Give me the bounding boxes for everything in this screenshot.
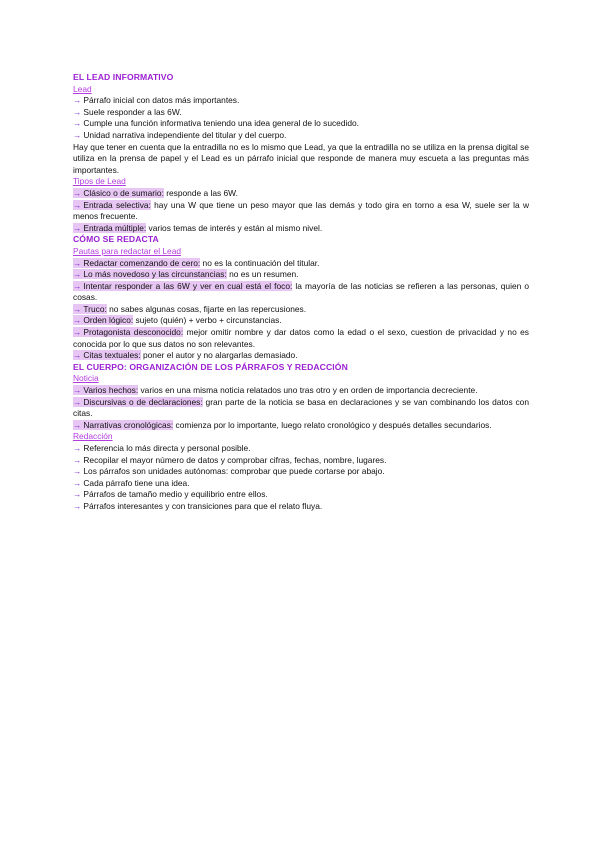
arrow-icon: →: [73, 327, 82, 338]
arrow-icon: →: [73, 443, 82, 453]
subheading-noticia: Noticia: [73, 373, 99, 384]
subheading-tipos-de-lead: Tipos de Lead: [73, 176, 126, 187]
list-item: → Entrada selectiva: hay una W que tiene un peso mayor que las demás y todo gira en torno a esa W, suele ser la w menos frecuente.: [73, 199, 529, 222]
highlighted-term: → Entrada selectiva:: [73, 199, 151, 210]
arrow-icon: →: [73, 466, 82, 477]
list-item: → Suele responder a las 6W.: [73, 106, 182, 117]
highlighted-term: → Protagonista desconocido:: [73, 327, 184, 338]
list-item: → Lo más novedoso y las circunstancias: no es un resumen.: [73, 269, 299, 280]
paragraph-entradilla: Hay que tener en cuenta que la entradilla no es lo mismo que Lead, ya que la entradilla no se utiliza en la prensa digital se utiliza en la prensa de papel y el Lead es un párrafo inicial que responde de manera muy escueta a las preguntas más importantes.: [73, 141, 529, 175]
highlighted-term: → Lo más novedoso y las circunstancias:: [73, 269, 227, 280]
arrow-icon: →: [73, 269, 82, 280]
list-item: → Cada párrafo tiene una idea.: [73, 477, 190, 488]
section-title-como-se-redacta: CÓMO SE REDACTA: [73, 234, 159, 245]
arrow-icon: →: [73, 350, 82, 361]
arrow-icon: →: [73, 303, 82, 314]
document-page: [73, 72, 529, 513]
list-item: → Varios hechos: varios en una misma noticia relatados uno tras otro y en orden de importancia decreciente.: [73, 385, 478, 396]
arrow-icon: →: [73, 477, 82, 488]
highlighted-term: → Orden lógico:: [73, 315, 134, 326]
arrow-icon: →: [73, 500, 82, 511]
noticia-list: [73, 385, 529, 431]
list-item: → Párrafos interesantes y con transiciones para que el relato fluya.: [73, 500, 323, 511]
list-item: → Referencia lo más directa y personal posible.: [73, 443, 251, 453]
arrow-icon: →: [73, 106, 82, 117]
arrow-icon: →: [73, 118, 82, 129]
list-item: → Párrafos de tamaño medio y equilibrio entre ellos.: [73, 489, 268, 500]
arrow-icon: →: [73, 257, 82, 268]
lead-types-list: [73, 188, 529, 234]
list-item: → Protagonista desconocido: mejor omitir nombre y dar datos como la edad o el sexo, cuestion de privacidad y no es conocida por lo que sus datos no son relevantes.: [73, 327, 529, 349]
arrow-icon: →: [73, 222, 82, 233]
arrow-icon: →: [73, 396, 82, 407]
list-item: → Recopilar el mayor número de datos y comprobar cifras, fechas, nombre, lugares.: [73, 454, 387, 465]
list-item: → Intentar responder a las 6W y ver en cual está el foco: la mayoría de las noticias se refieren a las personas, quien o cosas.: [73, 280, 529, 303]
arrow-icon: →: [73, 129, 82, 140]
highlighted-term: → Intentar responder a las 6W y ver en cual está el foco:: [73, 280, 293, 291]
list-item: → Clásico o de sumario: responde a las 6W.: [73, 187, 238, 198]
list-item: → Párrafo inicial con datos más importantes.: [73, 95, 240, 106]
arrow-icon: →: [73, 454, 82, 465]
list-item: → Truco: no sabes algunas cosas, fijarte en las repercusiones.: [73, 303, 307, 314]
section-title-lead-informativo: EL LEAD INFORMATIVO: [73, 72, 174, 82]
highlighted-term: → Truco:: [73, 303, 107, 314]
subheading-pautas: Pautas para redactar el Lead: [73, 245, 182, 256]
list-item: → Los párrafos son unidades autónomas: comprobar que puede cortarse por abajo.: [73, 466, 385, 477]
list-item: → Unidad narrativa independiente del titular y del cuerpo.: [73, 129, 287, 140]
highlighted-term: → Citas textuales:: [73, 350, 141, 361]
list-item: → Redactar comenzando de cero: no es la continuación del titular.: [73, 257, 320, 268]
subheading-lead: Lead: [73, 83, 92, 94]
subheading-redaccion: Redacción: [73, 431, 113, 442]
list-item: → Discursivas o de declaraciones: gran parte de la noticia se basa en declaraciones y se van combinando los datos con citas.: [73, 396, 529, 419]
highlighted-term: → Entrada múltiple:: [73, 222, 147, 233]
arrow-icon: →: [73, 199, 82, 210]
highlighted-term: → Narrativas cronológicas:: [73, 419, 174, 430]
arrow-icon: →: [73, 315, 82, 326]
arrow-icon: →: [73, 95, 82, 106]
arrow-icon: →: [73, 419, 82, 430]
highlighted-term: → Varios hechos:: [73, 385, 139, 396]
highlighted-term: → Clásico o de sumario:: [73, 187, 164, 198]
highlighted-term: → Redactar comenzando de cero:: [73, 257, 201, 268]
list-item: → Entrada múltiple: varios temas de interés y están al mismo nivel.: [73, 222, 323, 233]
list-item: → Narrativas cronológicas: comienza por lo importante, luego relato cronológico y después detalles secundarios.: [73, 419, 492, 430]
arrow-icon: →: [73, 385, 82, 396]
arrow-icon: →: [73, 280, 82, 291]
lead-bullets: [73, 95, 529, 141]
list-item: → Citas textuales: poner el autor y no alargarlas demasiado.: [73, 350, 298, 361]
list-item: → Orden lógico: sujeto (quién) + verbo + circunstancias.: [73, 315, 282, 326]
highlighted-term: → Discursivas o de declaraciones:: [73, 396, 203, 407]
arrow-icon: →: [73, 187, 82, 198]
section-title-el-cuerpo: EL CUERPO: ORGANIZACIÓN DE LOS PÁRRAFOS Y REDACCIÓN: [73, 361, 348, 372]
pautas-list: [73, 258, 529, 362]
arrow-icon: →: [73, 489, 82, 500]
redaccion-list: [73, 443, 529, 513]
list-item: → Cumple una función informativa teniendo una idea general de lo sucedido.: [73, 118, 360, 129]
